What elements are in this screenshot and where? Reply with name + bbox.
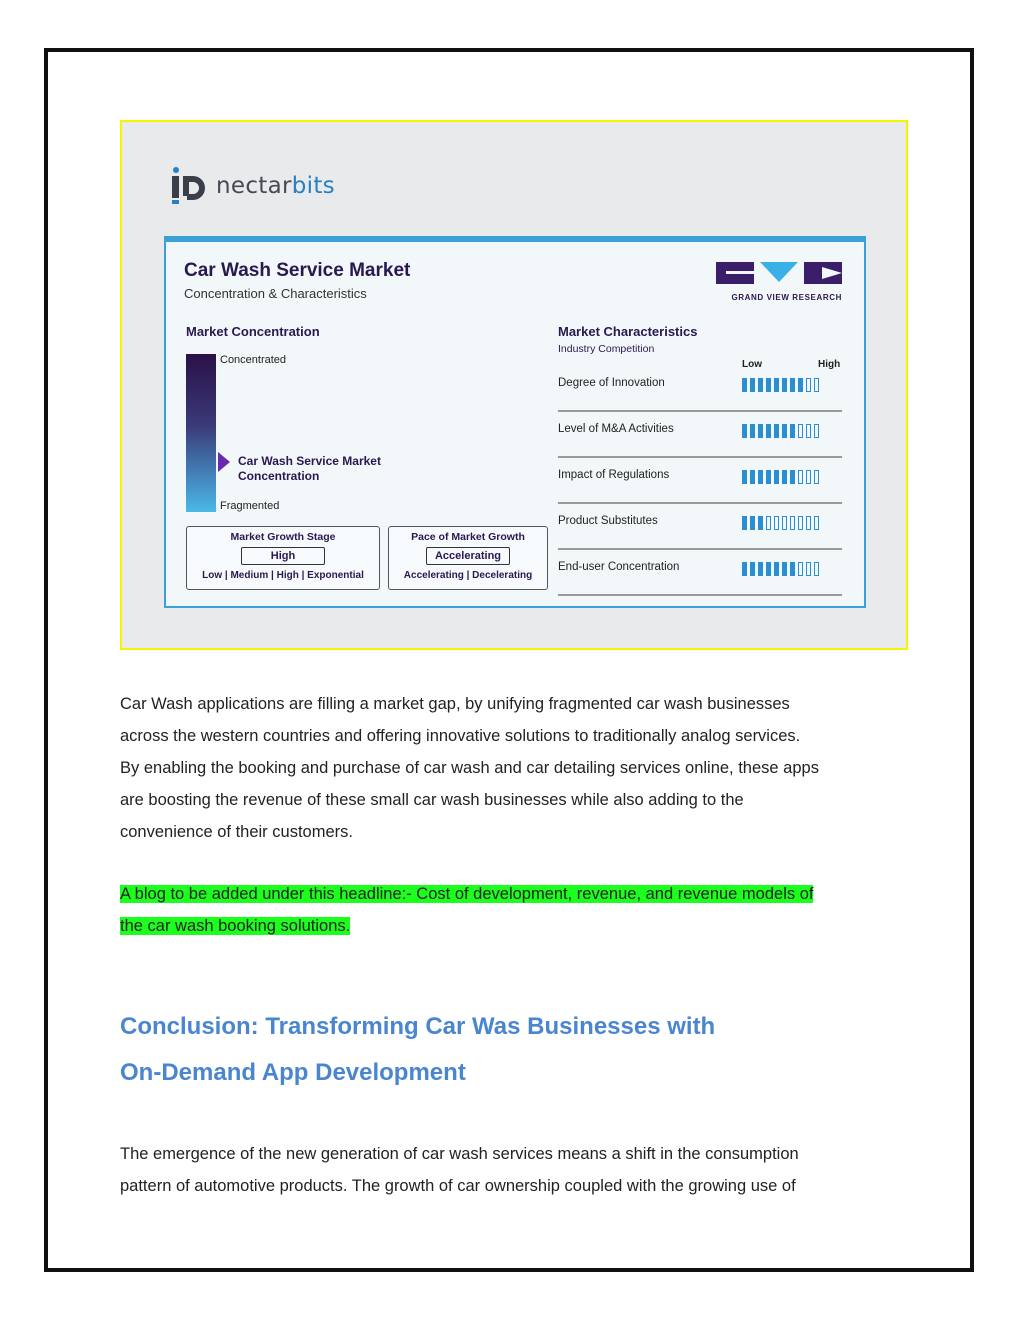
market-figure <box>120 120 908 650</box>
rating-segment-filled <box>750 378 755 392</box>
logo-text-main: nectar <box>216 173 292 199</box>
rating-segment-filled <box>758 424 763 438</box>
rating-segment-empty <box>798 562 803 576</box>
rating-bar-group <box>742 424 819 438</box>
rating-segment-filled <box>782 562 787 576</box>
growth-stage-options: Low | Medium | High | Exponential <box>202 570 364 581</box>
fragmented-label: Fragmented <box>220 500 280 512</box>
rating-segment-empty <box>774 516 779 530</box>
rating-segment-filled <box>742 378 747 392</box>
rating-segment-empty <box>814 378 819 392</box>
rating-segment-filled <box>750 516 755 530</box>
growth-pace-box <box>388 526 548 590</box>
paragraph-line: are boosting the revenue of these small car wash businesses while also adding to the <box>120 791 744 809</box>
rating-segment-filled <box>758 470 763 484</box>
heading-line: On-Demand App Development <box>120 1059 466 1086</box>
rating-segment-empty <box>814 562 819 576</box>
rating-segment-filled <box>790 378 795 392</box>
rating-segment-empty <box>782 516 787 530</box>
scale-low-label: Low <box>742 359 762 370</box>
rating-segment-empty <box>814 424 819 438</box>
rating-segment-filled <box>766 562 771 576</box>
rating-segment-empty <box>814 470 819 484</box>
rating-segment-empty <box>806 516 811 530</box>
rating-segment-empty <box>790 516 795 530</box>
concentration-gradient-bar <box>186 354 216 512</box>
rating-segment-filled <box>758 516 763 530</box>
logo-text-accent: bits <box>291 173 335 199</box>
nectarbits-logo-icon <box>166 164 210 208</box>
rating-segment-filled <box>758 378 763 392</box>
rating-segment-empty <box>806 562 811 576</box>
characteristic-row <box>558 504 842 550</box>
rating-segment-filled <box>782 378 787 392</box>
paragraph-line: pattern of automotive products. The growth of car ownership coupled with the growing use of <box>120 1177 796 1195</box>
rating-segment-filled <box>750 562 755 576</box>
infographic-card <box>164 236 866 608</box>
concentration-heading: Market Concentration <box>186 324 320 339</box>
marker-label-line2: Concentration <box>238 469 320 483</box>
growth-pace-options: Accelerating | Decelerating <box>403 570 533 581</box>
scale-high-label: High <box>818 359 841 370</box>
concentration-marker-label <box>238 454 381 484</box>
rating-segment-filled <box>750 424 755 438</box>
rating-segment-filled <box>790 470 795 484</box>
rating-segment-filled <box>774 562 779 576</box>
growth-pace-value: Accelerating <box>426 547 510 565</box>
growth-pace-title: Pace of Market Growth <box>411 531 525 543</box>
rating-bar-group <box>742 516 819 530</box>
rating-segment-filled <box>766 470 771 484</box>
growth-stage-value: High <box>241 547 325 565</box>
publisher-name: GRAND VIEW RESEARCH <box>731 293 842 302</box>
rating-segment-filled <box>758 562 763 576</box>
characteristics-heading: Market Characteristics <box>558 324 698 339</box>
rating-bar-group <box>742 378 819 392</box>
characteristic-label: Impact of Regulations <box>558 469 670 481</box>
paragraph-line: across the western countries and offering innovative solutions to traditionally analog services. <box>120 727 801 745</box>
highlighted-note <box>120 878 910 942</box>
growth-stage-box <box>186 526 380 590</box>
paragraph-line: The emergence of the new generation of car wash services means a shift in the consumption <box>120 1145 799 1163</box>
characteristic-row <box>558 366 842 412</box>
rating-segment-filled <box>742 516 747 530</box>
rating-segment-empty <box>806 424 811 438</box>
note-line: A blog to be added under this headline:- Cost of development, revenue, and revenue models of <box>120 885 814 903</box>
note-line: the car wash booking solutions. <box>120 917 351 935</box>
rating-segment-empty <box>798 470 803 484</box>
rating-segment-filled <box>774 470 779 484</box>
characteristic-row <box>558 412 842 458</box>
characteristic-label: Level of M&A Activities <box>558 423 674 435</box>
rating-segment-empty <box>806 378 811 392</box>
rating-segment-empty <box>798 516 803 530</box>
rating-segment-filled <box>774 378 779 392</box>
rating-bar-group <box>742 562 819 576</box>
card-title: Car Wash Service Market <box>184 260 411 281</box>
rating-segment-empty <box>798 424 803 438</box>
rating-segment-filled <box>774 424 779 438</box>
section-heading <box>120 1004 715 1096</box>
rating-segment-filled <box>742 470 747 484</box>
rating-segment-empty <box>814 516 819 530</box>
rating-segment-filled <box>742 562 747 576</box>
concentrated-label: Concentrated <box>220 354 287 366</box>
publisher-logo <box>712 262 842 302</box>
rating-segment-filled <box>766 424 771 438</box>
rating-segment-empty <box>766 516 771 530</box>
grand-view-research-icon <box>716 262 842 284</box>
rating-segment-filled <box>790 424 795 438</box>
conclusion-paragraph <box>120 1138 910 1202</box>
rating-segment-filled <box>790 562 795 576</box>
rating-segment-filled <box>782 470 787 484</box>
characteristic-row <box>558 458 842 504</box>
marker-label-line1: Car Wash Service Market <box>238 454 381 468</box>
rating-segment-filled <box>750 470 755 484</box>
rating-segment-filled <box>782 424 787 438</box>
logo-wordmark <box>216 173 335 199</box>
paragraph-line: convenience of their customers. <box>120 823 353 841</box>
paragraph-line: Car Wash applications are filling a market gap, by unifying fragmented car wash businesses <box>120 695 790 713</box>
paragraph-line: By enabling the booking and purchase of car wash and car detailing services online, these apps <box>120 759 819 777</box>
rating-segment-filled <box>742 424 747 438</box>
rating-segment-empty <box>806 470 811 484</box>
characteristic-label: Degree of Innovation <box>558 377 665 389</box>
characteristic-label: Product Substitutes <box>558 515 658 527</box>
characteristic-label: End-user Concentration <box>558 561 680 573</box>
characteristic-row <box>558 550 842 596</box>
intro-paragraph <box>120 688 910 848</box>
characteristics-subheading: Industry Competition <box>558 343 655 355</box>
concentration-marker-icon <box>218 452 230 472</box>
card-subtitle: Concentration & Characteristics <box>184 286 367 301</box>
rating-segment-filled <box>798 378 803 392</box>
rating-segment-filled <box>766 378 771 392</box>
nectarbits-logo <box>166 164 335 208</box>
rating-bar-group <box>742 470 819 484</box>
growth-stage-title: Market Growth Stage <box>230 531 336 543</box>
heading-line: Conclusion: Transforming Car Was Businesses with <box>120 1013 716 1040</box>
